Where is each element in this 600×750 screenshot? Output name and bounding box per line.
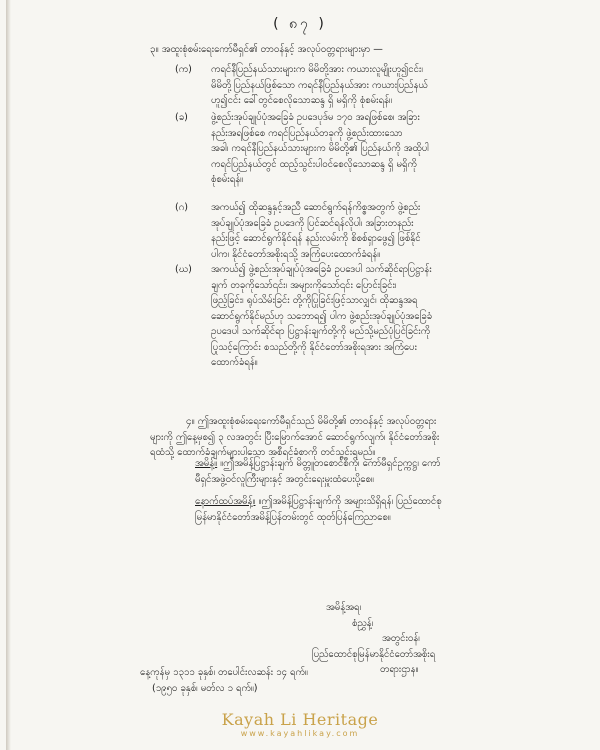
text-line: နည်းအရဖြစ်စေ ကရင်ပြည်နယ်တခုကို ဖွဲ့စည်းထားသော xyxy=(211,127,403,139)
text-line: နည်းဖြင့် ဆောင်ရွက်နိုင်ရန် နည်းလမ်းကို စိစစ်ရှာဖွေ၍ ဖြစ်နိုင် xyxy=(211,233,421,244)
signatory-title: အတွင်းဝန်၊ xyxy=(382,633,420,644)
clause-text xyxy=(211,200,421,262)
text-line: အုပ်ချုပ်ပုံအခြေခံ ဥပဒေကို ပြင်ဆင်ရန်လိုပါ၊ အခြားတနည်း xyxy=(211,217,414,229)
clause-text xyxy=(211,62,428,109)
text-line: စုံစမ်းရန်။ xyxy=(211,174,244,185)
signature-block xyxy=(312,600,435,678)
department-line: တရားဌာန။ xyxy=(380,664,419,675)
text-line: ဖြည့်ခြင်း၊ ရုပ်သိမ်းခြင်း တို့ကိုပြုခြင်းဖြင့်သာလျှင်၊ ထိုဆန္ဒအရ xyxy=(211,295,418,306)
page-edge-shadow xyxy=(6,0,11,750)
paragraph-text: အထူးစုံစမ်းရေးကော်မီရှင်၏ တာဝန်နှင့် အလုပ်ဝတ္တရားများမှာ — xyxy=(161,44,383,55)
clause-text xyxy=(211,262,432,371)
text-line: ဖွဲ့စည်းအုပ်ချုပ်ပုံအခြေခံ ဥပဒေပုဒ်မ ၁၇၀ အရဖြစ်စေ၊ အခြား xyxy=(211,112,420,123)
text-line: များကို ဤနေ့မှစ၍ ၃ လအတွင်း ပြီးမြောက်အောင် ဆောင်ရွက်လျက်၊ နိုင်ငံတော်အစိုး xyxy=(150,431,440,443)
text-line: အခါ၊ ကရင်နီပြည်နယ်သားများက မိမိတို့၏ ပြည်နယ်ကို အထိုပါ xyxy=(211,143,429,154)
office-line: ပြည်ထောင်စုမြန်မာနိုင်ငံတော်အစိုးရ xyxy=(312,648,436,660)
date-gregorian: (၁၉၅၀ ခုနှစ်၊ မတ်လ ၁ ရက်။) xyxy=(152,682,258,694)
text-line: အကယ်၍ ထိုဆန္ဒနှင့်အညီ ဆောင်ရွက်ရန်ကိစ္စအတွက် ဖွဲ့စည်း xyxy=(211,202,421,213)
text-line: ရထံသို့ ထောက်ခံချက်များပါသော အစီရင်ခံစာကို တင်သွင်းရမည်။ xyxy=(150,447,376,458)
text-line: မြန်မာနိုင်ငံတော်အမိန့်ပြန်တမ်းတွင် ထုတ်ပြန်ကြေညာစေ။ xyxy=(195,511,391,523)
later-order-tag: နောက်ထပ်အမိန့်။ xyxy=(195,496,256,507)
signatory-name: စံညွှန့်၊ xyxy=(352,617,374,629)
paragraph-number: ၄။ xyxy=(186,416,195,427)
later-order-section xyxy=(195,494,442,525)
date-block xyxy=(140,665,308,696)
page-number: ( ၈၇ ) xyxy=(273,16,327,32)
watermark-url: www.kayahlikay.com xyxy=(240,729,360,738)
by-order-line: အမိန့်အရ၊ xyxy=(326,602,362,613)
text-line: မိမိတို့ပြည်နယ်ဖြစ်သော ကရင်နီပြည်နယ်အား ကယားပြည်နယ် xyxy=(211,79,428,91)
text-line: မီရှင်အဖွဲ့ဝင်လူကြီးများနှင့် အတွင်းရေးမှူးထံပေးပို့စေ။ xyxy=(195,473,374,485)
text-line: ပြုသင့်ကြောင်း စသည်တို့ကို နိုင်ငံတော်အစိုးရအား အကြံပေး xyxy=(211,341,417,353)
date-burmese: နေ့ကုန်မှ ၁၃၁၁ ခုနှစ်၊ တပေါင်းလဆန်း ၁၄ ရက်။ xyxy=(140,667,308,678)
text-line: ထောက်ခံရန်။ xyxy=(211,357,258,368)
text-line: ကရင်နီပြည်နယ်သားများက မိမိတို့အား ကယားလူမျိုးဟူ၍ငင်း၊ xyxy=(211,64,423,75)
text-line: ဆောင်ရွက်နိုင်မည်ဟု သဘောရ၍ ပါက ဖွဲ့စည်းအုပ်ချုပ်ပုံအခြေခံ xyxy=(211,310,433,322)
text-line: ဥပဒေပါ သက်ဆိုင်ရာ ပြဋ္ဌာန်းချက်တို့ကို မည်သို့မည်ပုံပြင်ခြင်းကို xyxy=(211,326,431,337)
clause-label: (ဃ) xyxy=(175,264,192,275)
text-line: ဟူ၍ငင်း ခေါ်တွင်စေလိုသောဆန္ဒ ရှိ မရှိကို စုံစမ်းရန်။ xyxy=(211,95,392,106)
order-section xyxy=(195,456,440,487)
order-tag: အမိန့်။ xyxy=(195,458,218,469)
paragraph-3-intro xyxy=(150,42,383,58)
clause-text xyxy=(211,110,429,188)
text-line: ပါက၊ နိုင်ငံတော်အစိုးရသို့ အကြံပေးထောက်ခံရန်။ xyxy=(211,248,381,260)
text-line: အကယ်၍ ဖွဲ့စည်းအုပ်ချုပ်ပုံအခြေခံ ဥပဒေပါ သက်ဆိုင်ရာပြဋ္ဌာန်း xyxy=(211,264,432,275)
watermark-title: Kayah Li Heritage xyxy=(221,710,379,729)
text-line: ချက် တခုကိုသော်၎င်း၊ အများကိုသော်၎င်း ပြောင်းခြင်း၊ xyxy=(211,279,397,291)
text-line: ဤအထူးစုံစမ်းရေးကော်မီရှင်သည် မိမိတို့၏ တာဝန်နှင့် အလုပ်ဝတ္တရား xyxy=(197,416,437,427)
clause-label: (ဂ) xyxy=(175,202,188,213)
text-line: ကရင်ပြည်နယ်တွင် ထည့်သွင်းပါဝင်စေလိုသောဆန္ဒ ရှိ မရှိကို xyxy=(211,158,417,170)
text-line: ။ဤအမိန့်ပြဋ္ဌာန်းချက်ကို အများသိရှိရန်၊ ပြည်ထောင်စု xyxy=(258,496,442,507)
paragraph-number: ၃။ xyxy=(150,44,159,55)
paragraph-4 xyxy=(150,414,439,461)
clause-label: (ခ) xyxy=(175,112,188,123)
clause-label: (က) xyxy=(175,64,192,75)
text-line: ။ဤအမိန့်ပြဋ္ဌာန်းချက် မိတ္တူတစောင်စီကို၊ ကော်မီရှင်ဥက္ကဋ္ဌ၊ ကော် xyxy=(220,458,441,469)
